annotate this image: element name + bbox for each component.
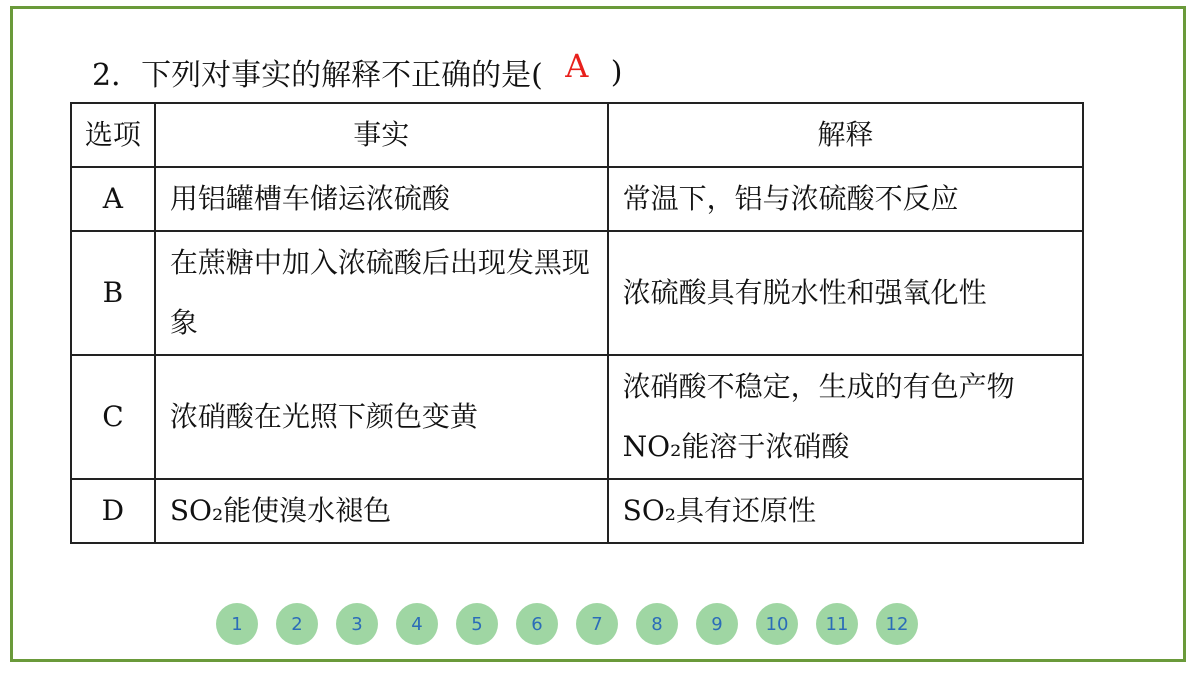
- row-fact: 用铝罐槽车储运浓硫酸: [155, 167, 608, 231]
- nav-button-7[interactable]: 7: [576, 603, 618, 645]
- nav-button-12[interactable]: 12: [876, 603, 918, 645]
- nav-button-8[interactable]: 8: [636, 603, 678, 645]
- row-option: B: [71, 231, 155, 355]
- header-fact: 事实: [155, 103, 608, 167]
- nav-button-3[interactable]: 3: [336, 603, 378, 645]
- table-row: [71, 167, 1083, 231]
- nav-button-9[interactable]: 9: [696, 603, 738, 645]
- facts-table: [70, 102, 1084, 544]
- nav-button-4[interactable]: 4: [396, 603, 438, 645]
- nav-button-1[interactable]: 1: [216, 603, 258, 645]
- question-prefix: 2．下列对事实的解释不正确的是(: [92, 58, 543, 93]
- nav-button-2[interactable]: 2: [276, 603, 318, 645]
- table-row: [71, 355, 1083, 479]
- nav-button-6[interactable]: 6: [516, 603, 558, 645]
- row-option: D: [71, 479, 155, 543]
- table-row: [71, 479, 1083, 543]
- row-explanation: 浓硫酸具有脱水性和强氧化性: [608, 231, 1083, 355]
- row-explanation: 浓硝酸不稳定，生成的有色产物NO₂能溶于浓硝酸: [608, 355, 1083, 479]
- row-option: A: [71, 167, 155, 231]
- header-option: 选项: [71, 103, 155, 167]
- table-row: [71, 231, 1083, 355]
- table-header-row: [71, 103, 1083, 167]
- row-option: C: [71, 355, 155, 479]
- nav-button-10[interactable]: 10: [756, 603, 798, 645]
- row-fact: 浓硝酸在光照下颜色变黄: [155, 355, 608, 479]
- question-answer: A: [565, 47, 589, 85]
- question-suffix: ): [610, 54, 623, 90]
- row-fact: 在蔗糖中加入浓硫酸后出现发黑现象: [155, 231, 608, 355]
- row-explanation: SO₂具有还原性: [608, 479, 1083, 543]
- row-fact: SO₂能使溴水褪色: [155, 479, 608, 543]
- header-explanation: 解释: [608, 103, 1083, 167]
- nav-button-11[interactable]: 11: [816, 603, 858, 645]
- row-explanation: 常温下，铝与浓硫酸不反应: [608, 167, 1083, 231]
- question-nav: [216, 603, 918, 645]
- question-text: [92, 47, 623, 93]
- nav-button-5[interactable]: 5: [456, 603, 498, 645]
